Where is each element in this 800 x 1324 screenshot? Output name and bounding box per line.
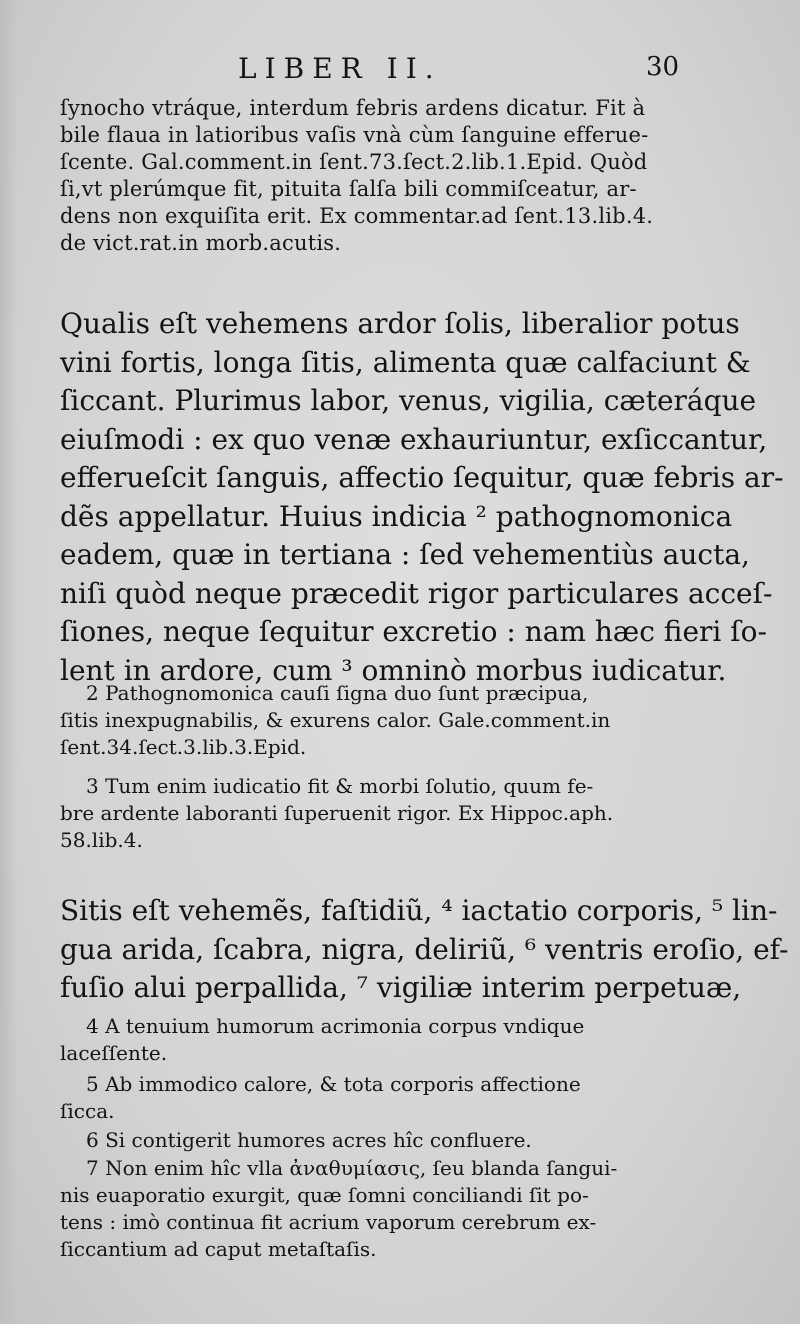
text-line: 7 Non enim hîc vlla ἀναθυμίασις, ſeu blanda ſangui- <box>86 1156 618 1180</box>
text-line: efferueſcit ſanguis, affectio ſequitur, quæ febris ar- <box>60 461 784 494</box>
text-line: ſcente. Gal.comment.in ſent.73.ſect.2.lib.1.Epid. Quòd <box>60 150 648 174</box>
text-line: dens non exquiſita erit. Ex commentar.ad ſent.13.lib.4. <box>60 204 654 228</box>
text-line: Qualis eſt vehemens ardor ſolis, liberalior potus <box>60 307 740 340</box>
text-line: 5 Ab immodico calore, & tota corporis affectione <box>86 1072 581 1096</box>
text-line: 6 Si contigerit humores acres hîc confluere. <box>86 1128 532 1152</box>
page-number: 30 <box>646 52 680 82</box>
footnote-6 <box>60 1127 700 1154</box>
text-line: fuſio alui perpallida, ⁷ vigiliæ interim perpetuæ, <box>60 971 742 1004</box>
footnote-2 <box>60 680 700 761</box>
text-line: 3 Tum enim iudicatio fit & morbi ſolutio, quum fe- <box>86 774 594 798</box>
text-line: niſi quòd neque præcedit rigor particulares acceſ- <box>60 576 773 610</box>
text-line: eiuſmodi : ex quo venæ exhauriuntur, exſiccantur, <box>60 422 768 456</box>
text-line: ſynocho vtráque, interdum febris ardens dicatur. Fit à <box>60 96 646 120</box>
text-line: nis euaporatio exurgit, quæ ſomni conciliandi ſit po- <box>60 1183 589 1207</box>
main-paragraph-qualis <box>60 305 784 690</box>
footnote-3 <box>60 773 700 854</box>
text-line: Sitis eſt vehemẽs, faſtidiũ, ⁴ iactatio corporis, ⁵ lin- <box>60 894 778 927</box>
text-line: ſicca. <box>60 1099 115 1123</box>
text-line: laceſſente. <box>60 1041 168 1065</box>
text-line: 2 Pathognomonica cauſi ſigna duo ſunt præcipua, <box>86 681 589 705</box>
running-title: LIBER II. <box>238 52 442 85</box>
text-line: vini fortis, longa ſitis, alimenta quæ calfaciunt & <box>60 345 751 379</box>
text-line: eadem, quæ in tertiana : ſed vehementiùs aucta, <box>60 538 750 571</box>
text-line: gua arida, ſcabra, nigra, deliriũ, ⁶ ventris eroſio, ef- <box>60 932 789 966</box>
text-line: ſiccant. Plurimus labor, venus, vigilia, cæteráque <box>60 384 757 417</box>
text-line: ſitis inexpugnabilis, & exurens calor. Gale.comment.in <box>60 708 611 732</box>
text-line: 58.lib.4. <box>60 828 143 852</box>
footnote-7 <box>60 1155 700 1263</box>
footnote-4 <box>60 1013 700 1067</box>
text-line: bile flaua in latioribus vaſis vnà cùm ſanguine efferue- <box>60 123 649 147</box>
text-line: bre ardente laboranti ſuperuenit rigor. Ex Hippoc.aph. <box>60 801 614 825</box>
text-line: de vict.rat.in morb.acutis. <box>60 231 342 255</box>
text-line: ſent.34.ſect.3.lib.3.Epid. <box>60 735 307 759</box>
text-line: ſi,vt plerúmque fit, pituita ſalſa bili commiſceatur, ar- <box>60 177 637 201</box>
text-line: tens : imò continua fit acrium vaporum cerebrum ex- <box>60 1210 597 1234</box>
paragraph-continued-note <box>60 95 700 257</box>
text-line: 4 A tenuium humorum acrimonia corpus vndique <box>86 1014 585 1038</box>
text-line: lent in ardore, cum ³ omninò morbus iudicatur. <box>60 653 727 687</box>
text-line: ſiccantium ad caput metaſtaſis. <box>60 1237 377 1261</box>
main-paragraph-sitis <box>60 892 789 1008</box>
footnote-5 <box>60 1071 700 1125</box>
page-header <box>0 52 800 92</box>
text-line: ſiones, neque ſequitur excretio : nam hæc fieri ſo- <box>60 615 767 648</box>
text-line: dẽs appellatur. Huius indicia ² pathognomonica <box>60 499 733 533</box>
